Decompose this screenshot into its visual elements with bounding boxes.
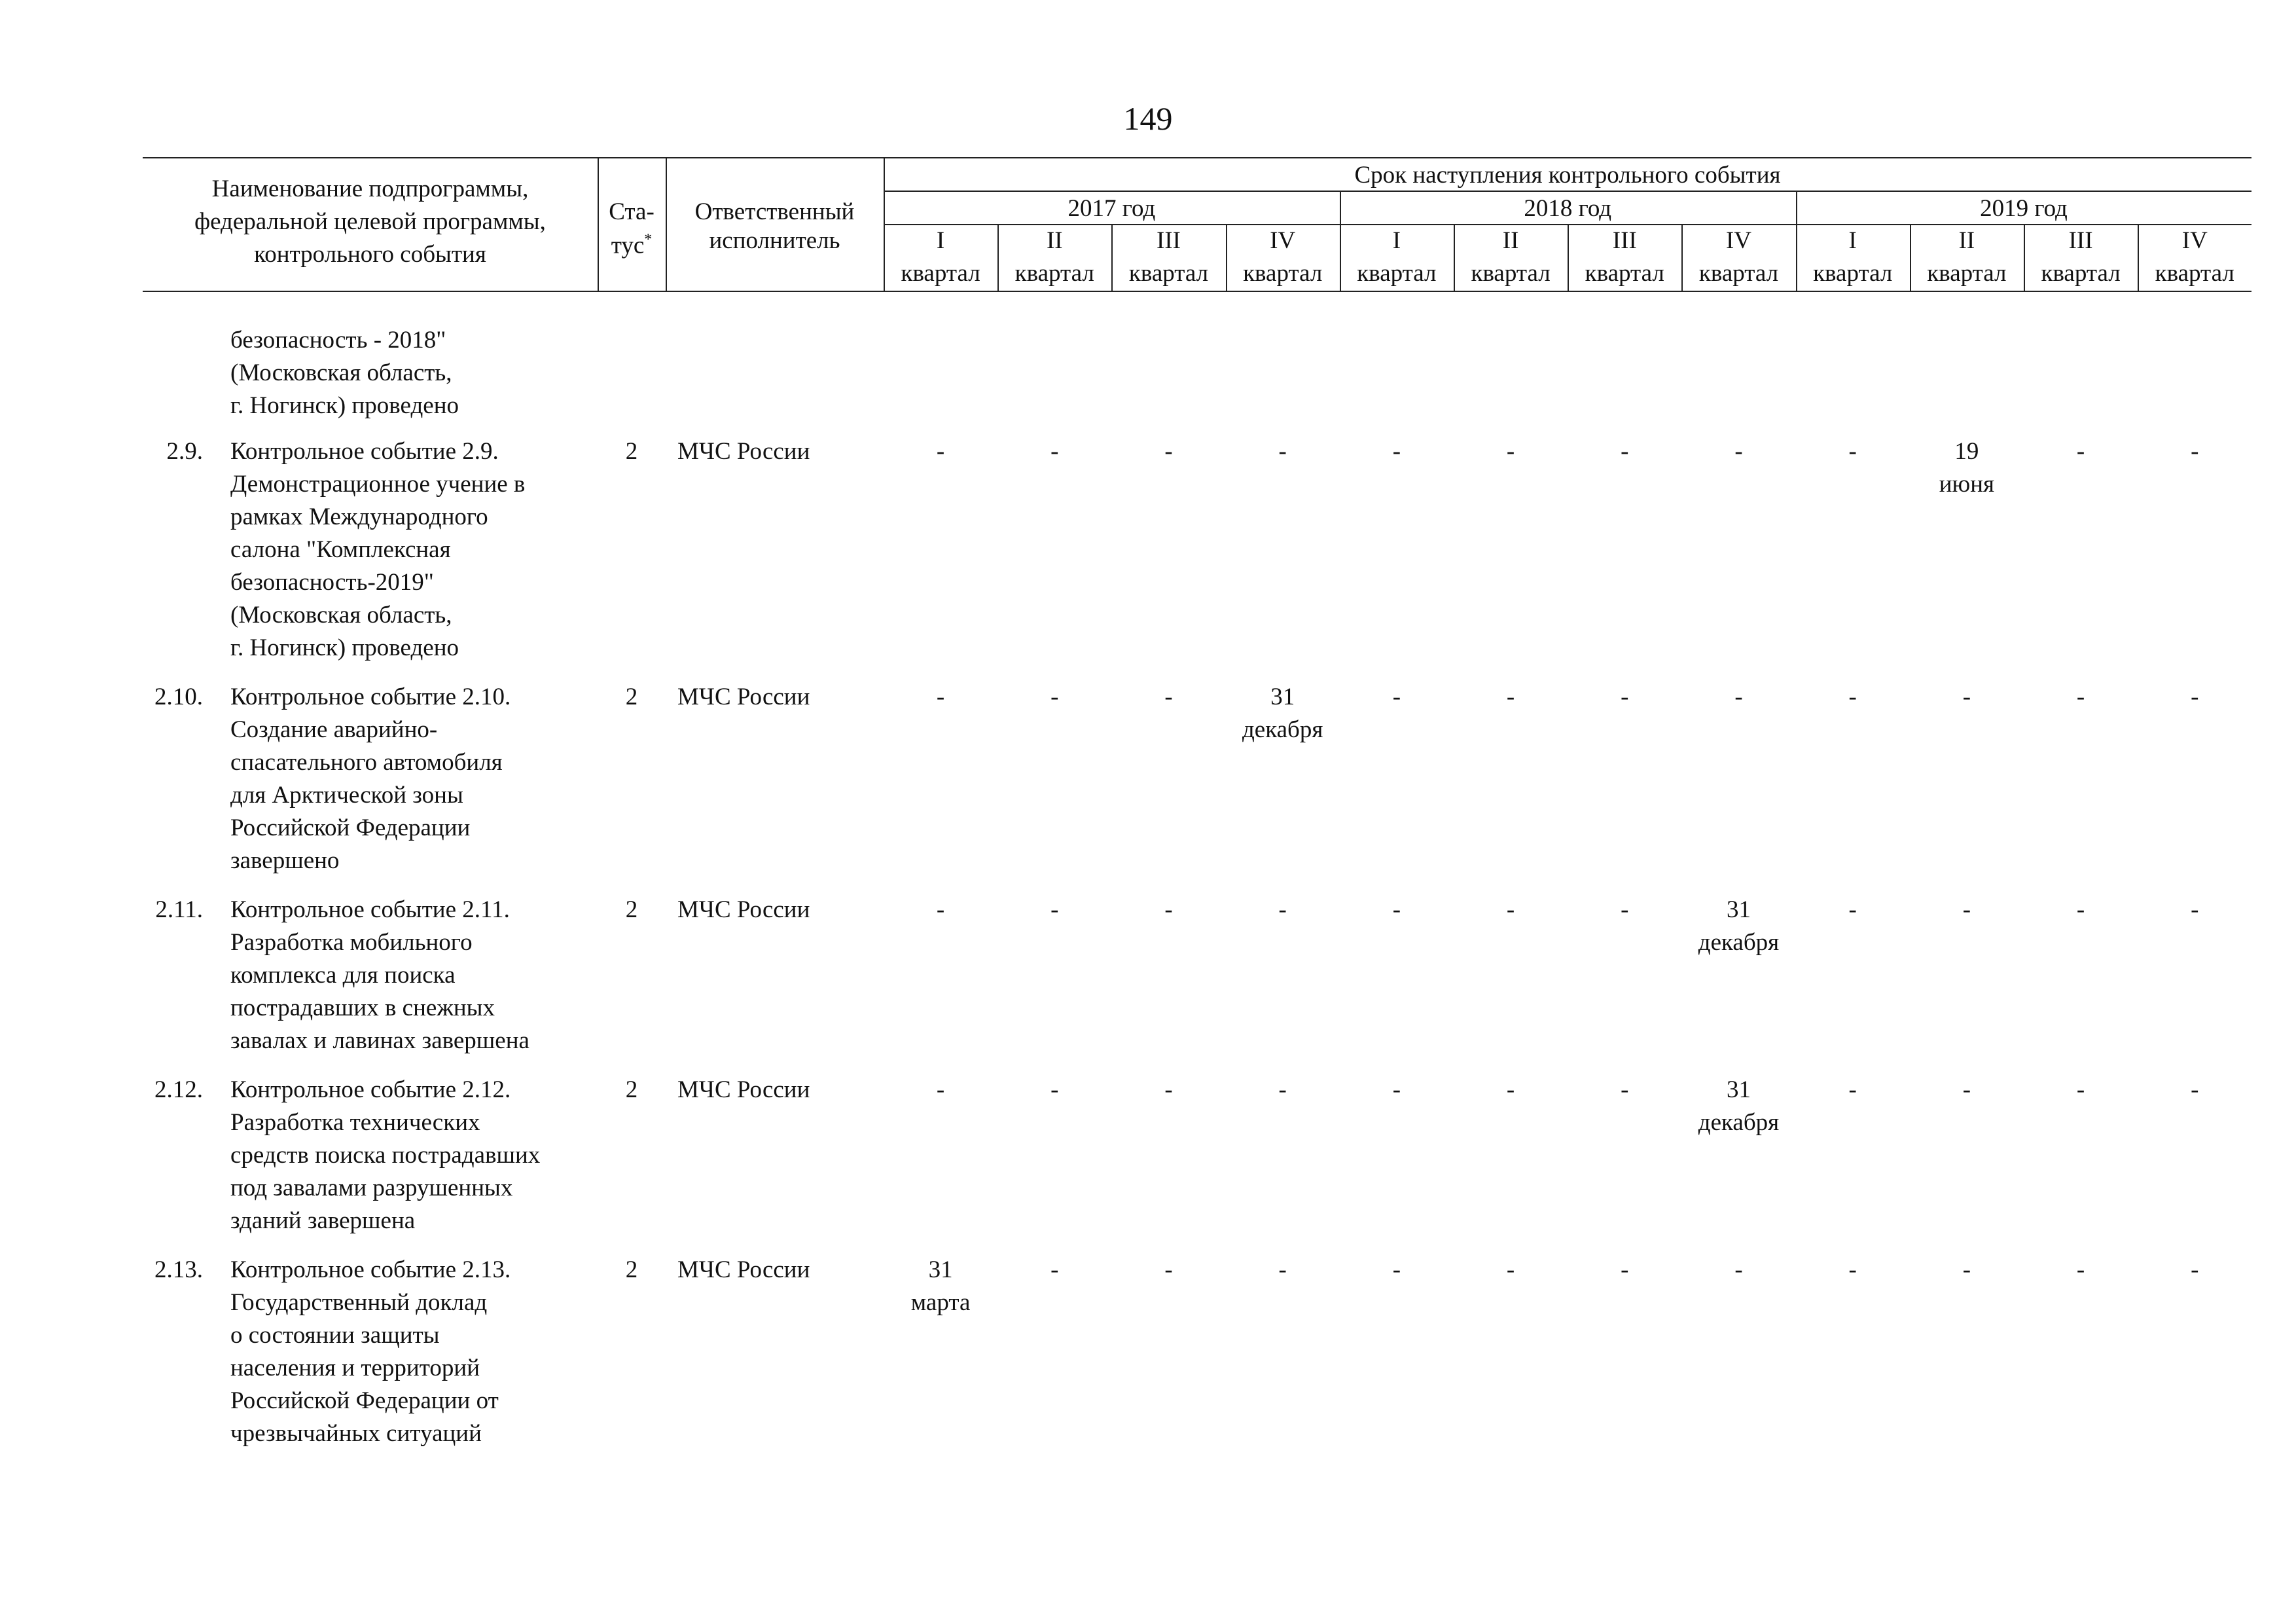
row-event-name-line: пострадавших в снежных <box>230 994 495 1021</box>
row-quarter-value <box>1226 435 1340 468</box>
row-event-name-line: спасательного автомобиля <box>230 749 503 776</box>
header-quarter-word: квартал <box>1927 260 2007 287</box>
row-number: 2.11. <box>155 896 203 923</box>
header-quarter-numeral: III <box>2068 227 2093 254</box>
header-quarter-numeral: I <box>1392 227 1401 254</box>
quarter-value-line: - <box>1962 1076 1971 1103</box>
header-name-label: контрольного события <box>254 241 486 268</box>
row-event-name <box>230 894 529 1057</box>
quarter-value-line: июня <box>1939 471 1995 498</box>
row-event-name-line: Контрольное событие 2.13. <box>230 1256 511 1283</box>
row-quarter-value <box>1340 1074 1454 1106</box>
header-quarter-word: квартал <box>2041 260 2121 287</box>
quarter-value-line: - <box>1392 1076 1401 1103</box>
quarter-value-line: - <box>1050 1256 1059 1283</box>
quarter-value-line: - <box>1734 1256 1743 1283</box>
quarter-value-line: - <box>1164 896 1173 923</box>
row-quarter-value <box>997 681 1111 714</box>
continuation-line: (Московская область, <box>230 359 452 386</box>
row-quarter-value <box>1910 435 2024 501</box>
row-quarter-value <box>2024 1254 2138 1286</box>
row-quarter-value <box>1226 681 1340 746</box>
row-quarter-value <box>1111 1074 1225 1106</box>
quarter-value-line: декабря <box>1242 716 1323 743</box>
row-event-name <box>230 435 525 665</box>
row-number: 2.10. <box>154 684 203 710</box>
header-quarter-numeral: I <box>936 227 945 254</box>
row-event-name-line: завершено <box>230 847 340 874</box>
header-quarter-numeral: IV <box>1725 227 1751 254</box>
quarter-value-line: - <box>936 684 945 710</box>
quarter-value-line: - <box>1621 896 1629 923</box>
quarter-value-line: - <box>1164 438 1173 465</box>
row-responsible: МЧС России <box>677 684 810 710</box>
header-status-label: Ста- <box>609 198 655 225</box>
row-status: 2 <box>625 896 638 923</box>
row-event-name-line: чрезвычайных ситуаций <box>230 1420 482 1447</box>
row-quarter-value <box>1111 1254 1225 1286</box>
row-event-name-line: зданий завершена <box>230 1207 416 1234</box>
quarter-value-line: - <box>1164 684 1173 710</box>
row-event-name-line: г. Ногинск) проведено <box>230 634 459 661</box>
header-quarter-word: квартал <box>1357 260 1437 287</box>
row-quarter-value <box>884 681 997 714</box>
row-quarter-value <box>1796 681 1910 714</box>
row-number: 2.12. <box>154 1076 203 1103</box>
row-quarter-value <box>1226 894 1340 926</box>
row-quarter-value <box>884 1254 997 1319</box>
quarter-value-line: - <box>1506 896 1515 923</box>
quarter-value-line: - <box>2191 896 2199 923</box>
row-event-name-line: населения и территорий <box>230 1355 480 1381</box>
row-event-name-line: рамках Международного <box>230 503 488 530</box>
row-quarter-value <box>1226 1074 1340 1106</box>
row-status: 2 <box>625 684 638 710</box>
quarter-value-line: - <box>2191 1076 2199 1103</box>
page-number: 149 <box>1123 100 1173 137</box>
header-quarter-word: квартал <box>1243 260 1323 287</box>
quarter-value-line: - <box>936 896 945 923</box>
quarter-value-line: - <box>2076 896 2085 923</box>
quarter-value-line: марта <box>910 1289 971 1316</box>
quarter-value-line: - <box>1962 684 1971 710</box>
quarter-value-line: - <box>1962 1256 1971 1283</box>
row-number: 2.9. <box>166 438 203 465</box>
quarter-value-line: - <box>1506 1256 1515 1283</box>
row-quarter-value <box>1226 1254 1340 1286</box>
quarter-value-line: - <box>1734 438 1743 465</box>
quarter-value-line: - <box>1392 438 1401 465</box>
row-quarter-value <box>2024 894 2138 926</box>
quarter-value-line: - <box>1621 1256 1629 1283</box>
quarter-value-line: декабря <box>1698 1109 1780 1136</box>
header-quarter-word: квартал <box>1471 260 1551 287</box>
quarter-value-line: - <box>1050 896 1059 923</box>
quarter-value-line: - <box>1050 438 1059 465</box>
quarter-value-line: - <box>1734 684 1743 710</box>
quarter-value-line: - <box>1506 1076 1515 1103</box>
row-event-name-line: Контрольное событие 2.9. <box>230 438 499 465</box>
row-status: 2 <box>625 1256 638 1283</box>
header-name-label: федеральной целевой программы, <box>194 208 546 235</box>
row-quarter-value <box>1454 894 1568 926</box>
row-status: 2 <box>625 1076 638 1103</box>
row-event-name-line: Создание аварийно- <box>230 716 438 743</box>
quarter-value-line: - <box>1506 438 1515 465</box>
header-quarter-numeral: II <box>1046 227 1063 254</box>
quarter-value-line: - <box>936 1076 945 1103</box>
row-quarter-value <box>884 1074 997 1106</box>
row-event-name-line: Демонстрационное учение в <box>230 471 526 498</box>
row-event-name-line: под завалами разрушенных <box>230 1175 513 1201</box>
header-year: 2017 год <box>1067 195 1156 222</box>
row-quarter-value <box>1340 435 1454 468</box>
quarter-value-line: - <box>1278 896 1287 923</box>
row-quarter-value <box>1111 435 1225 468</box>
row-quarter-value <box>1568 435 1681 468</box>
row-responsible: МЧС России <box>677 1076 810 1103</box>
row-event-name-line: безопасность-2019" <box>230 569 434 596</box>
quarter-value-line: - <box>1962 896 1971 923</box>
status-footnote-mark: * <box>644 231 653 248</box>
header-responsible-label: Ответственный <box>694 198 855 225</box>
header-quarter-word: квартал <box>1014 260 1094 287</box>
quarter-value-line: - <box>2076 1076 2085 1103</box>
row-quarter-value <box>1796 1254 1910 1286</box>
row-quarter-value <box>1568 894 1681 926</box>
row-responsible: МЧС России <box>677 1256 810 1283</box>
quarter-value-line: - <box>1392 684 1401 710</box>
header-quarter-numeral: IV <box>1270 227 1296 254</box>
quarter-value-line: - <box>1050 684 1059 710</box>
row-event-name-line: Государственный доклад <box>230 1289 488 1316</box>
quarter-value-line: - <box>1848 684 1857 710</box>
quarter-value-line: - <box>2191 684 2199 710</box>
quarter-value-line: - <box>1848 1076 1857 1103</box>
row-event-name-line: о состоянии защиты <box>230 1322 440 1349</box>
row-quarter-value <box>1340 894 1454 926</box>
quarter-value-line: - <box>1506 684 1515 710</box>
quarter-value-line: - <box>2076 684 2085 710</box>
row-event-name <box>230 1074 540 1237</box>
header-responsible-label: исполнитель <box>709 227 840 254</box>
row-event-name-line: Российской Федерации от <box>230 1387 499 1414</box>
quarter-value-line: - <box>1621 1076 1629 1103</box>
row-event-name <box>230 1254 511 1450</box>
row-quarter-value <box>2024 681 2138 714</box>
quarter-value-line: - <box>1050 1076 1059 1103</box>
row-quarter-value <box>997 894 1111 926</box>
row-quarter-value <box>2138 435 2251 468</box>
row-quarter-value <box>2138 1254 2251 1286</box>
quarter-value-line: - <box>1278 1076 1287 1103</box>
quarter-value-line: - <box>1621 684 1629 710</box>
header-deadline-title: Срок наступления контрольного события <box>1354 162 1781 189</box>
row-event-name-line: для Арктической зоны <box>230 782 463 809</box>
quarter-value-line: декабря <box>1698 929 1780 956</box>
row-quarter-value <box>997 1254 1111 1286</box>
header-quarter-word: квартал <box>1585 260 1664 287</box>
quarter-value-line: - <box>1278 438 1287 465</box>
row-quarter-value <box>1910 1254 2024 1286</box>
quarter-value-line: - <box>1164 1256 1173 1283</box>
row-quarter-value <box>1568 1074 1681 1106</box>
quarter-value-line: 19 <box>1954 438 1979 465</box>
header-quarter-word: квартал <box>1813 260 1893 287</box>
row-quarter-value <box>884 894 997 926</box>
row-quarter-value <box>997 435 1111 468</box>
header-quarter-numeral: II <box>1502 227 1519 254</box>
quarter-value-line: - <box>2191 1256 2199 1283</box>
row-quarter-value <box>1454 681 1568 714</box>
row-quarter-value <box>1454 1254 1568 1286</box>
quarter-value-line: - <box>1392 896 1401 923</box>
continuation-line: безопасность - 2018" <box>230 327 446 354</box>
quarter-value-line: - <box>1848 1256 1857 1283</box>
row-event-name-line: Контрольное событие 2.10. <box>230 684 511 710</box>
header-quarter-word: квартал <box>2155 260 2234 287</box>
row-quarter-value <box>1340 681 1454 714</box>
row-event-name-line: салона "Комплексная <box>230 536 451 563</box>
header-name-label: Наименование подпрограммы, <box>211 175 529 202</box>
row-event-name-line: средств поиска пострадавших <box>230 1142 541 1169</box>
row-status: 2 <box>625 438 638 465</box>
row-quarter-value <box>1910 681 2024 714</box>
quarter-value-line: 31 <box>928 1256 953 1283</box>
row-quarter-value <box>1454 435 1568 468</box>
quarter-value-line: - <box>1278 1256 1287 1283</box>
row-quarter-value <box>1796 435 1910 468</box>
quarter-value-line: - <box>2076 1256 2085 1283</box>
quarter-value-line: 31 <box>1726 1076 1751 1103</box>
quarter-value-line: - <box>1848 896 1857 923</box>
header-top-rule <box>143 157 2251 158</box>
row-event-name-line: Разработка технических <box>230 1109 480 1136</box>
quarter-value-line: 31 <box>1726 896 1751 923</box>
row-responsible: МЧС России <box>677 438 810 465</box>
row-quarter-value <box>1568 681 1681 714</box>
row-number: 2.13. <box>154 1256 203 1283</box>
quarter-value-line: - <box>1164 1076 1173 1103</box>
header-quarter-word: квартал <box>1698 260 1779 287</box>
header-quarter-word: квартал <box>1128 260 1209 287</box>
row-event-name-line: завалах и лавинах завершена <box>230 1027 529 1054</box>
row-quarter-value <box>1681 894 1795 959</box>
header-quarter-numeral: IV <box>2181 227 2208 254</box>
row-quarter-value <box>1681 681 1795 714</box>
quarter-value-line: - <box>1848 438 1857 465</box>
row-quarter-value <box>1111 894 1225 926</box>
header-status-label: тус* <box>611 231 653 259</box>
quarter-value-line: - <box>2076 438 2085 465</box>
continuation-line: г. Ногинск) проведено <box>230 392 459 419</box>
row-event-name-line: Контрольное событие 2.11. <box>230 896 510 923</box>
row-responsible: МЧС России <box>677 896 810 923</box>
header-quarter-numeral: III <box>1612 227 1637 254</box>
row-quarter-value <box>1340 1254 1454 1286</box>
row-quarter-value <box>1796 894 1910 926</box>
row-event-name-line: комплекса для поиска <box>230 962 456 989</box>
row-quarter-value <box>2024 1074 2138 1106</box>
header-quarter-numeral: II <box>1958 227 1975 254</box>
row-quarter-value <box>1796 1074 1910 1106</box>
row-quarter-value <box>2138 894 2251 926</box>
row-quarter-value <box>1681 1074 1795 1139</box>
row-quarter-value <box>1454 1074 1568 1106</box>
row-event-name <box>230 681 511 877</box>
header-quarter-numeral: I <box>1848 227 1857 254</box>
row-quarter-value <box>1568 1254 1681 1286</box>
row-quarter-value <box>2138 1074 2251 1106</box>
row-quarter-value <box>2024 435 2138 468</box>
row-event-name-line: Российской Федерации <box>230 814 471 841</box>
header-bottom-rule <box>143 291 2251 292</box>
header-quarter-word: квартал <box>901 260 980 287</box>
row-event-name-line: Контрольное событие 2.12. <box>230 1076 511 1103</box>
row-quarter-value <box>884 435 997 468</box>
row-event-name-line: (Московская область, <box>230 602 452 629</box>
quarter-value-line: 31 <box>1270 684 1295 710</box>
row-event-name-line: Разработка мобильного <box>230 929 473 956</box>
header-year: 2018 год <box>1524 195 1612 222</box>
quarter-value-line: - <box>1621 438 1629 465</box>
row-quarter-value <box>1681 1254 1795 1286</box>
header-year: 2019 год <box>1980 195 2068 222</box>
row-quarter-value <box>2138 681 2251 714</box>
row-quarter-value <box>1681 435 1795 468</box>
row-quarter-value <box>997 1074 1111 1106</box>
row-quarter-value <box>1910 1074 2024 1106</box>
header-quarter-numeral: III <box>1157 227 1181 254</box>
row-quarter-value <box>1910 894 2024 926</box>
row-quarter-value <box>1111 681 1225 714</box>
quarter-value-line: - <box>2191 438 2199 465</box>
quarter-value-line: - <box>1392 1256 1401 1283</box>
quarter-value-line: - <box>936 438 945 465</box>
